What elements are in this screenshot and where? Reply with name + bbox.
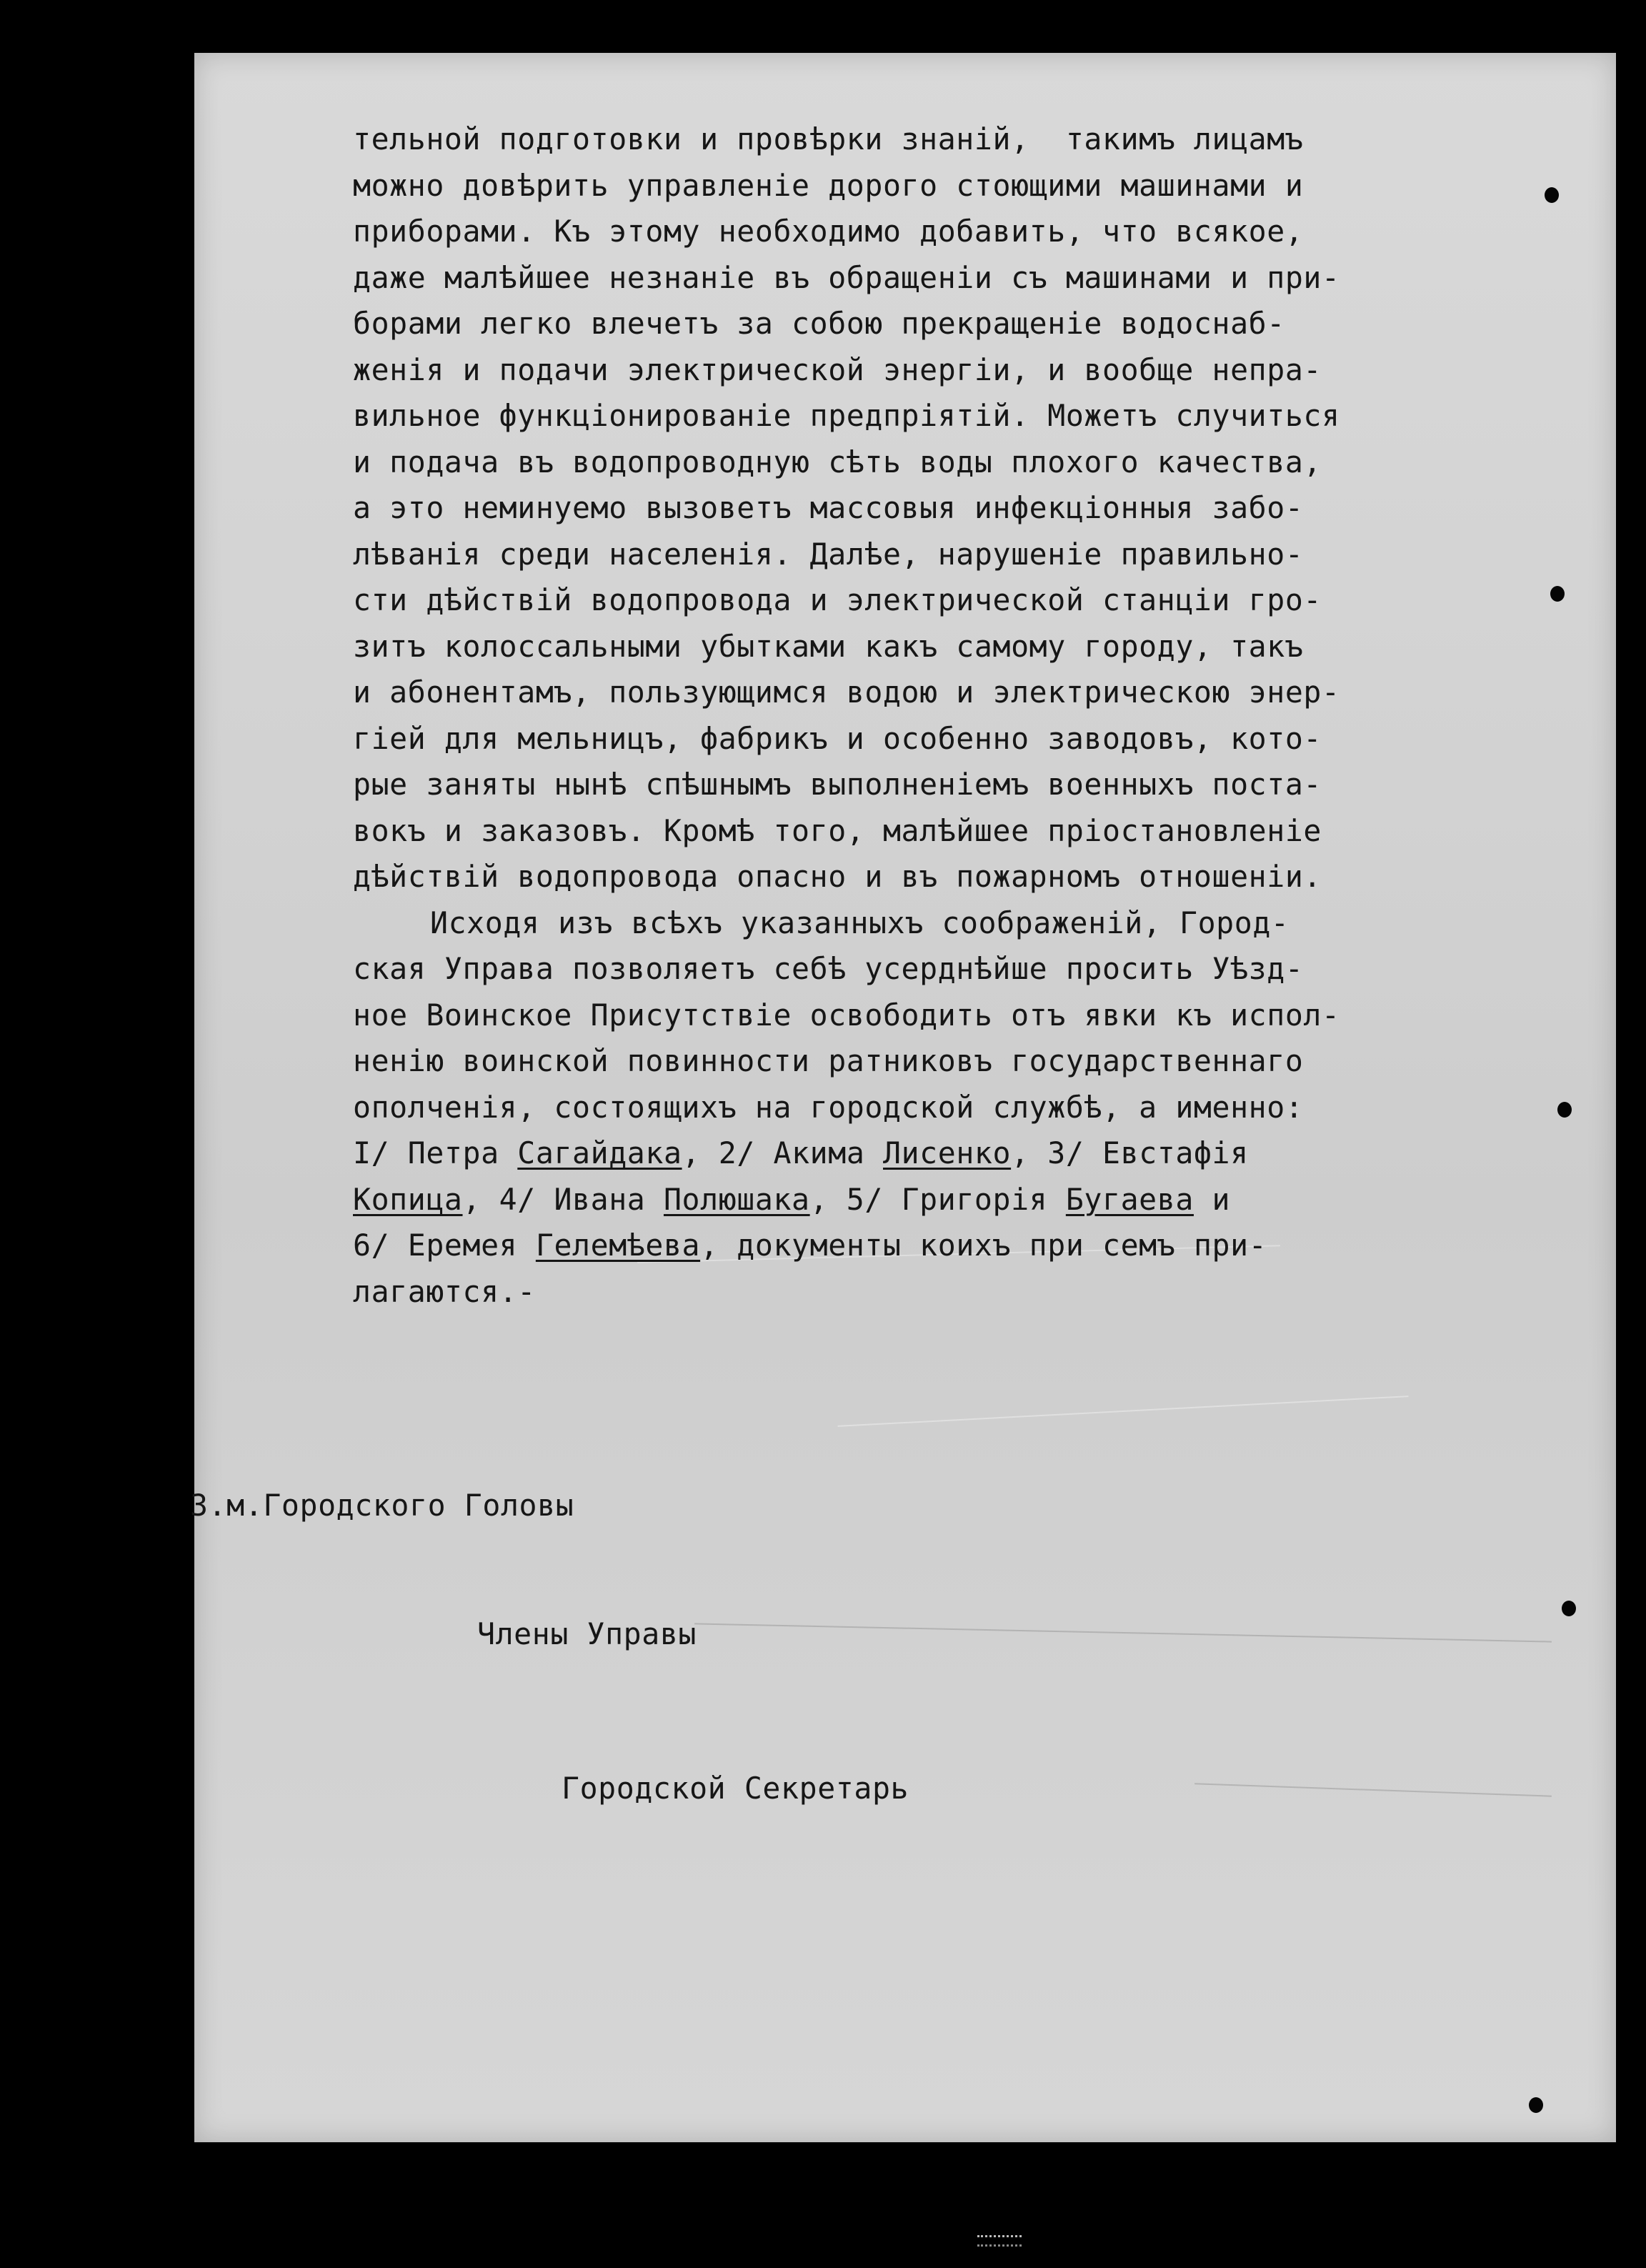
text-line: дѣйствій водопровода опасно и въ пожарномъ отношеніи.: [353, 859, 1322, 894]
ratnik-name: Сагайдака: [517, 1135, 682, 1170]
text-line: ская Управа позволяетъ себѣ усерднѣйше просить Уѣзд-: [353, 951, 1304, 986]
text-line: тельной подготовки и провѣрки знаній, такимъ лицамъ: [353, 121, 1304, 156]
signature-mayor: З.м.Городского Головы: [190, 1488, 574, 1523]
text-line: ненію воинской повинности ратниковъ государственнаго: [353, 1043, 1304, 1078]
text-line: ное Воинское Присутствіе освободить отъ явки къ испол-: [353, 997, 1340, 1033]
text-line: борами легко влечетъ за собою прекращеніе водоснаб-: [353, 306, 1285, 341]
text-line: а это неминуемо вызоветъ массовыя инфекціонныя забо-: [353, 490, 1304, 525]
text-segment: 6/ Еремея: [353, 1228, 536, 1263]
text-line: вокъ и заказовъ. Кромѣ того, малѣйшее пріостановленіе: [353, 812, 1322, 848]
text-line: сти дѣйствій водопровода и электрической станціи гро-: [353, 582, 1322, 617]
names-line: [353, 1223, 1482, 1269]
text-line: даже малѣйшее незнаніе въ обращеніи съ машинами и при-: [353, 259, 1340, 295]
text-line: Исходя изъ всѣхъ указанныхъ соображеній, Город-: [430, 905, 1290, 940]
hole-punch-mark: [1529, 2097, 1543, 2113]
text-line: и абонентамъ, пользующимся водою и электрическою энер-: [353, 675, 1340, 710]
text-segment: I/ Петра: [353, 1135, 518, 1170]
text-segment: , документы коихъ при семъ при-: [700, 1228, 1267, 1263]
text-line: зитъ колоссальными убытками какъ самому городу, такъ: [353, 628, 1304, 664]
hole-punch-mark: [1562, 1601, 1576, 1616]
text-line: женія и подачи электрической энергіи, и вообще непра-: [353, 352, 1322, 387]
ratnik-name: Бугаева: [1065, 1181, 1194, 1217]
text-line: лѣванія среди населенія. Далѣе, нарушеніе правильно-: [353, 536, 1304, 572]
ratnik-name: Полюшака: [663, 1181, 810, 1217]
hole-punch-mark: [1545, 187, 1559, 203]
text-line: ополченія, состоящихъ на городской службѣ, а именно:: [353, 1089, 1304, 1125]
text-line: лагаются.-: [353, 1273, 536, 1309]
hole-punch-mark: [1550, 586, 1565, 602]
text-line: рые заняты нынѣ спѣшнымъ выполненіемъ военныхъ поста-: [353, 767, 1322, 802]
scan-edge-mark: [977, 2235, 1022, 2247]
text-segment: и: [1193, 1181, 1231, 1217]
text-segment: , 4/ Ивана: [462, 1181, 664, 1217]
signature-members: Члены Управы: [477, 1616, 697, 1651]
signature-secretary: Городской Секретарь: [562, 1771, 909, 1806]
text-line: и подача въ водопроводную сѣть воды плохого качества,: [353, 444, 1322, 479]
text-segment: , 3/ Евстафія: [1011, 1135, 1249, 1170]
text-segment: , 2/ Акима: [682, 1135, 883, 1170]
ratnik-name: Копица: [353, 1181, 463, 1217]
document-text: [353, 116, 1482, 1315]
ratnik-name: Гелемѣева: [535, 1228, 701, 1263]
names-line: [353, 1177, 1482, 1223]
names-line: [353, 1130, 1482, 1177]
text-segment: , 5/ Григорія: [809, 1181, 1066, 1217]
text-line: гіей для мельницъ, фабрикъ и особенно заводовъ, кото-: [353, 720, 1322, 756]
ratnik-name: Лисенко: [883, 1135, 1012, 1170]
text-line: можно довѣрить управленіе дорого стоющими машинами и: [353, 167, 1304, 203]
hole-punch-mark: [1557, 1102, 1572, 1118]
text-line: вильное функціонированіе предпріятій. Можетъ случиться: [353, 398, 1340, 433]
text-line: приборами. Къ этому необходимо добавить, что всякое,: [353, 214, 1304, 249]
